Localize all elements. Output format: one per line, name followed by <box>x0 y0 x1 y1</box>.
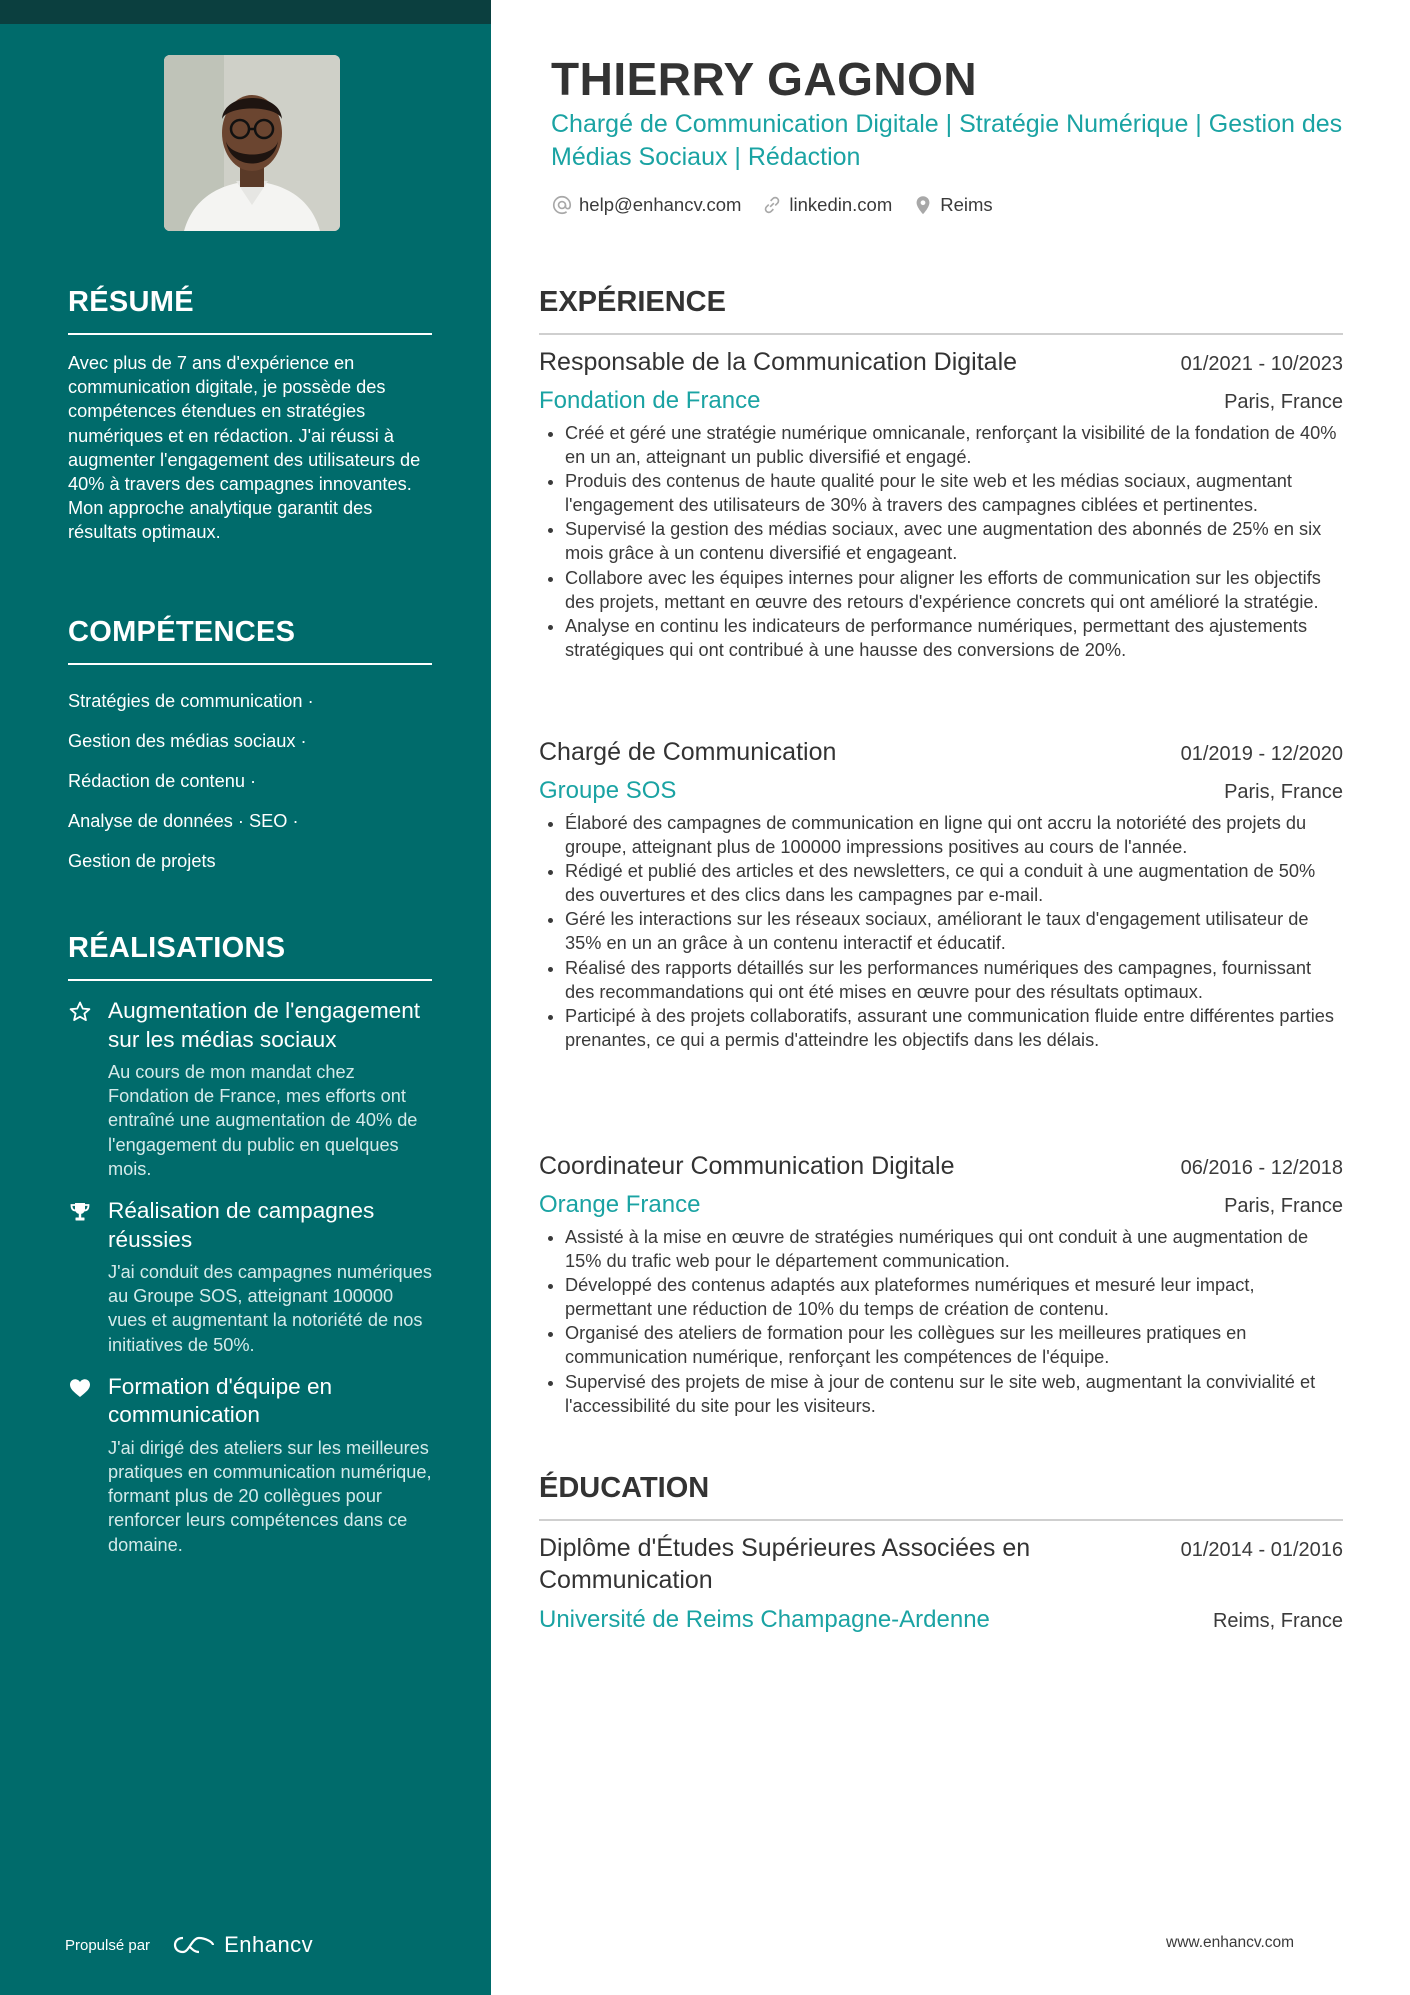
footer-url[interactable]: www.enhancv.com <box>1166 1934 1295 1951</box>
school-name: Université de Reims Champagne-Ardenne <box>539 1606 990 1633</box>
bullet-item: • Géré les interactions sur les réseaux sociaux, améliorant le taux d'engagement utilisateur de 35% en un an grâce à un contenu interactif et éducatif. <box>565 907 1343 955</box>
location-text: Reims <box>940 194 993 215</box>
education-title: ÉDUCATION <box>539 1472 1343 1521</box>
company-name: Orange France <box>539 1191 701 1218</box>
education-entry <box>539 1532 1343 1634</box>
powered-by <box>65 1932 313 1958</box>
contact-bar <box>551 194 1013 216</box>
headline: Chargé de Communication Digitale | Stratégie Numérique | Gestion des Médias Sociaux | Rédaction <box>551 110 1343 171</box>
job-dates: 01/2019 - 12/2020 <box>1180 743 1343 765</box>
contact-linkedin[interactable] <box>761 194 892 216</box>
achievement-desc: J'ai conduit des campagnes numériques au Groupe SOS, atteignant 100000 vues et augmentant la notoriété de nos initiatives de 50%. <box>108 1262 432 1355</box>
bullet-item: • Analyse en continu les indicateurs de performance numériques, permettant des ajustements stratégiques qui ont contribué à une hausse des conversions de 20%. <box>565 614 1343 662</box>
email-text: help@enhancv.com <box>579 194 742 215</box>
heart-icon <box>68 1376 92 1400</box>
brand-name: Enhancv <box>224 1932 314 1957</box>
powered-by-label: Propulsé par <box>65 1936 151 1954</box>
job-entry <box>539 738 1343 1052</box>
infinity-icon <box>172 1934 216 1956</box>
degree-title: Diplôme d'Études Supérieures Associées en Communication <box>539 1534 1031 1594</box>
achievement-title: Augmentation de l'engagement sur les médias sociaux <box>108 998 421 1052</box>
bullet-item: • Produis des contenus de haute qualité pour le site web et les médias sociaux, augmentant l'engagement des utilisateurs de 30% à travers des campagnes ciblées et pertinentes. <box>565 469 1343 517</box>
bullet-item: • Assisté à la mise en œuvre de stratégies numériques qui ont conduit à une augmentation de 15% du trafic web pour le département communication. <box>565 1225 1343 1273</box>
bullet-item: • Créé et géré une stratégie numérique omnicanale, renforçant la visibilité de la fondation de 40% en un an, atteignant un public diversifié et engagé. <box>565 421 1343 469</box>
at-icon <box>551 194 573 216</box>
candidate-name: THIERRY GAGNON <box>551 53 978 105</box>
contact-email[interactable] <box>551 194 741 216</box>
bullet-item: • Collabore avec les équipes internes pour aligner les efforts de communication sur les objectifs des projets, mettant en œuvre des retours d'expérience concrets qui ont amélioré la stratégie. <box>565 566 1343 614</box>
education-location: Reims, France <box>1212 1610 1343 1632</box>
job-location: Paris, France <box>1224 1195 1343 1217</box>
achievement-title: Formation d'équipe en communication <box>108 1373 333 1428</box>
education-dates: 01/2014 - 01/2016 <box>1180 1539 1343 1561</box>
trophy-icon <box>68 1200 92 1224</box>
experience-title: EXPÉRIENCE <box>539 286 1343 335</box>
job-location: Paris, France <box>1224 781 1343 803</box>
bullet-item: • Rédigé et publié des articles et des newsletters, ce qui a conduit à une augmentation de 50% des ouvertures et des clics dans les campagnes par e-mail. <box>565 859 1343 907</box>
enhancv-logo[interactable] <box>172 1932 313 1958</box>
summary-section <box>68 286 432 545</box>
achievement-title: Réalisation de campagnes réussies <box>108 1198 375 1252</box>
job-dates: 01/2021 - 10/2023 <box>1180 353 1343 375</box>
job-bullets <box>539 811 1343 1052</box>
bullet-item: • Supervisé la gestion des médias sociaux, avec une augmentation des abonnés de 25% en six mois grâce à un contenu diversifié et engageant. <box>565 517 1343 565</box>
achievements-title: RÉALISATIONS <box>68 932 432 981</box>
job-title: Coordinateur Communication Digitale <box>539 1152 955 1180</box>
achievement-desc: Au cours de mon mandat chez Fondation de France, mes efforts ont entraîné une augmentation de 40% de l'engagement du public en quelques mois. <box>108 1062 418 1179</box>
achievement-item <box>68 997 432 1181</box>
avatar <box>164 55 340 231</box>
sidebar-top-band <box>0 0 491 24</box>
job-entry <box>539 1152 1343 1418</box>
company-name: Groupe SOS <box>539 777 677 804</box>
bullet-item: • Supervisé des projets de mise à jour de contenu sur le site web, augmentant la convivialité et l'accessibilité du site pour les visiteurs. <box>565 1370 1343 1418</box>
bullet-item: • Participé à des projets collaboratifs, assurant une communication fluide entre différentes parties prenantes, ce qui a permis d'atteindre les objectifs dans les délais. <box>565 1004 1343 1052</box>
summary-text: Avec plus de 7 ans d'expérience en communication digitale, je possède des compétences étendues en stratégies numériques et en rédaction. J'ai réussi à augmenter l'engagement des utilisateurs de 40% à travers des campagnes innovantes. Mon approche analytique garantit des résultats optimaux. <box>68 353 421 543</box>
skills-section <box>68 616 432 873</box>
company-name: Fondation de France <box>539 387 761 414</box>
bullet-item: • Réalisé des rapports détaillés sur les performances numériques des campagnes, fournissant des recommandations qui ont été mises en œuvre pour des résultats optimaux. <box>565 956 1343 1004</box>
summary-title: RÉSUMÉ <box>68 286 432 335</box>
bullet-item: • Organisé des ateliers de formation pour les collègues sur les meilleures pratiques en communication numérique, renforçant les compétences de l'équipe. <box>565 1321 1343 1369</box>
contact-location <box>912 194 992 216</box>
achievement-item <box>68 1197 432 1357</box>
bullet-item: • Élaboré des campagnes de communication en ligne qui ont accru la notoriété des projets du groupe, atteignant plus de 100000 impressions positives au cours de l'année. <box>565 811 1343 859</box>
job-location: Paris, France <box>1224 391 1343 413</box>
location-pin-icon <box>912 194 934 216</box>
star-icon <box>68 1000 92 1024</box>
job-bullets <box>539 1225 1343 1418</box>
skill-row: Rédaction de contenu · <box>68 771 257 791</box>
job-dates: 06/2016 - 12/2018 <box>1180 1157 1343 1179</box>
achievement-desc: J'ai dirigé des ateliers sur les meilleures pratiques en communication numérique, formant plus de 20 collègues pour renforcer leurs compétences dans ce domaine. <box>108 1437 432 1555</box>
linkedin-text: linkedin.com <box>789 194 893 215</box>
achievement-item <box>68 1373 432 1557</box>
skill-row: Analyse de données · SEO · <box>68 811 299 831</box>
skills-title: COMPÉTENCES <box>68 616 432 665</box>
achievements-section <box>68 932 432 1557</box>
job-title: Responsable de la Communication Digitale <box>539 348 1018 376</box>
skill-row: Stratégies de communication · <box>68 691 314 711</box>
skill-row: Gestion de projets <box>68 851 216 871</box>
profile-photo <box>164 55 340 231</box>
job-bullets <box>539 421 1343 662</box>
skill-row: Gestion des médias sociaux · <box>68 731 307 751</box>
link-icon <box>761 194 783 216</box>
job-entry <box>539 348 1343 662</box>
bullet-item: • Développé des contenus adaptés aux plateformes numériques et mesuré leur impact, permettant une réduction de 10% du temps de création de contenu. <box>565 1273 1343 1321</box>
job-title: Chargé de Communication <box>539 738 837 766</box>
sidebar <box>0 0 491 1995</box>
